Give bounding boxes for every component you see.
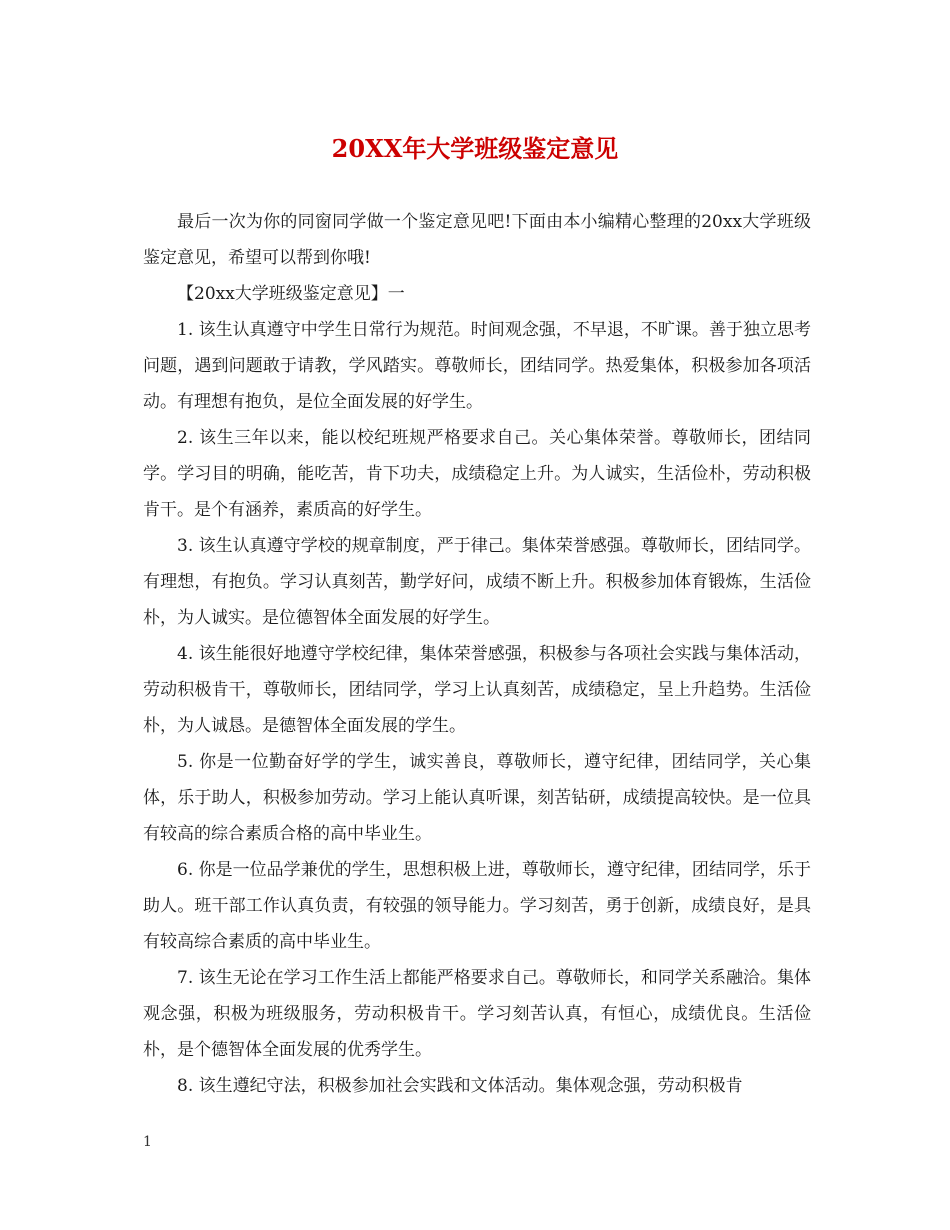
comment-paragraph-1: 1. 该生认真遵守中学生日常行为规范。时间观念强，不早退，不旷课。善于独立思考问题，遇到问题敢于请教，学风踏实。尊敬师长，团结同学。热爱集体，积极参加各项活动。有理想有抱负，是位全面发展的好学生。 <box>143 320 811 412</box>
page-number: 1 <box>143 1134 152 1150</box>
comment-paragraph-7: 7. 该生无论在学习工作生活上都能严格要求自己。尊敬师长，和同学关系融洽。集体观念强，积极为班级服务，劳动积极肯干。学习刻苦认真，有恒心，成绩优良。生活俭朴，是个德智体全面发展的优秀学生。 <box>143 968 811 1060</box>
document-title: 20XX年大学班级鉴定意见 <box>331 134 619 163</box>
intro-paragraph: 最后一次为你的同窗同学做一个鉴定意见吧!下面由本小编精心整理的20xx大学班级鉴定意见，希望可以帮到你哦! <box>143 212 811 268</box>
section-heading: 【20xx大学班级鉴定意见】一 <box>177 284 405 304</box>
comment-paragraph-5: 5. 你是一位勤奋好学的学生，诚实善良，尊敬师长，遵守纪律，团结同学，关心集体，乐于助人，积极参加劳动。学习上能认真听课，刻苦钻研，成绩提高较快。是一位具有较高的综合素质合格的高中毕业生。 <box>143 752 811 844</box>
comment-paragraph-3: 3. 该生认真遵守学校的规章制度，严于律己。集体荣誉感强。尊敬师长，团结同学。有理想，有抱负。学习认真刻苦，勤学好问，成绩不断上升。积极参加体育锻炼，生活俭朴，为人诚实。是位德智体全面发展的好学生。 <box>143 536 811 628</box>
comment-paragraph-2: 2. 该生三年以来，能以校纪班规严格要求自己。关心集体荣誉。尊敬师长，团结同学。学习目的明确，能吃苦，肯下功夫，成绩稳定上升。为人诚实，生活俭朴，劳动积极肯干。是个有涵养，素质高的好学生。 <box>143 428 811 520</box>
document-body <box>143 204 811 1104</box>
comment-paragraph-4: 4. 该生能很好地遵守学校纪律，集体荣誉感强，积极参与各项社会实践与集体活动，劳动积极肯干，尊敬师长，团结同学，学习上认真刻苦，成绩稳定，呈上升趋势。生活俭朴，为人诚恳。是德智体全面发展的学生。 <box>143 644 811 736</box>
comment-paragraph-8: 8. 该生遵纪守法，积极参加社会实践和文体活动。集体观念强，劳动积极肯 <box>177 1076 743 1096</box>
comment-paragraph-6: 6. 你是一位品学兼优的学生，思想积极上进，尊敬师长，遵守纪律，团结同学，乐于助人。班干部工作认真负责，有较强的领导能力。学习刻苦，勇于创新，成绩良好，是具有较高综合素质的高中毕业生。 <box>143 860 811 952</box>
